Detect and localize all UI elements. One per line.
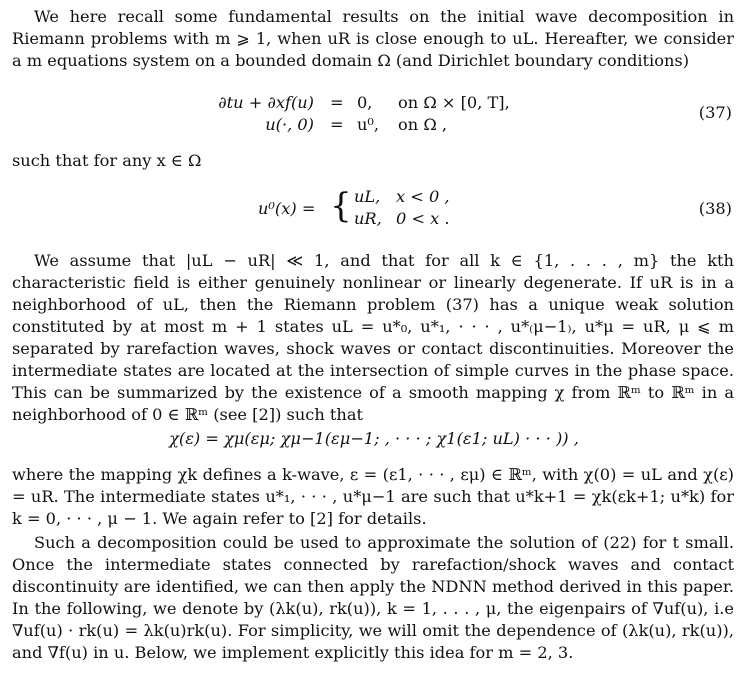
equation-37 <box>0 92 748 138</box>
equation-chi: χ(ε) = χμ(εμ; χμ−1(εμ−1; , · · · ; χ1(ε1; uL) · · · )) , <box>169 429 579 448</box>
eq37-line1-rhs: 0, <box>357 93 373 112</box>
paragraph-assumption: We assume that |uL − uR| ≪ 1, and that for all k ∈ {1, . . . , m} the kth characteristic field is either genuinely nonlinear or linearly degenerate. If uR is in a neighborhood of uL, then the Riemann problem (37) has a unique weak solution constituted by at most m + 1 states uL = u*₀, u*₁, · · · , u*₍μ−1₎, u*μ = uR, μ ⩽ m separated by rarefaction waves, shock waves or contact discontinuities. Moreover the intermediate states are located at the intersection of simple curves in the phase space. This can be summarized by the existence of a smooth mapping χ from ℝᵐ to ℝᵐ in a neighborhood of 0 ∈ ℝᵐ (see [2]) such that <box>12 251 734 424</box>
eq37-line1-cond: on Ω × [0, T], <box>398 93 510 112</box>
paragraph-intro: We here recall some fundamental results on the initial wave decomposition in Riemann problems with m ⩾ 1, when uR is close enough to uL. Hereafter, we consider a m equations system on a bounded domain Ω (and Dirichlet boundary conditions) <box>12 7 734 70</box>
eq37-line2-rhs: u⁰, <box>357 115 380 134</box>
eq38-case2-cond: 0 < x . <box>396 209 450 228</box>
eq37-line1-eq: = <box>330 93 344 112</box>
eq38-case2-val: uR, <box>354 209 382 228</box>
eq37-line2-lhs: u(·, 0) <box>265 115 314 134</box>
such-that-line: such that for any x ∈ Ω <box>12 151 202 170</box>
left-brace-icon: { <box>330 186 352 226</box>
eq37-number: (37) <box>698 103 732 122</box>
eq37-line1-lhs: ∂tu + ∂xf(u) <box>218 93 314 112</box>
equation-38 <box>0 186 748 234</box>
eq38-lhs: u⁰(x) = <box>258 199 316 218</box>
eq38-case1-val: uL, <box>354 187 381 206</box>
paragraph-decomposition: Such a decomposition could be used to approximate the solution of (22) for t small. Once the intermediate states connected by rarefaction/shock waves and contact discontinuity are identified, we can then apply the NDNN method derived in this paper. In the following, we denote by (λk(u), rk(u)), k = 1, . . . , μ, the eigenpairs of ∇uf(u), i.e ∇uf(u) · rk(u) = λk(u)rk(u). For simplicity, we will omit the dependence of (λk(u), rk(u)), and ∇f(u) in u. Below, we implement explicitly this idea for m = 2, 3. <box>12 533 734 662</box>
eq38-number: (38) <box>698 199 732 218</box>
eq38-case1-cond: x < 0 , <box>396 187 450 206</box>
eq37-line2-eq: = <box>330 115 344 134</box>
paragraph-mapping: where the mapping χk defines a k-wave, ε = (ε1, · · · , εμ) ∈ ℝᵐ, with χ(0) = uL and χ(ε) = uR. The intermediate states u*₁, · · · , u*μ−1 are such that u*k+1 = χk(εk+1; u*k) for k = 0, · · · , μ − 1. We again refer to [2] for details. <box>12 465 734 528</box>
eq37-line2-cond: on Ω , <box>398 115 448 134</box>
